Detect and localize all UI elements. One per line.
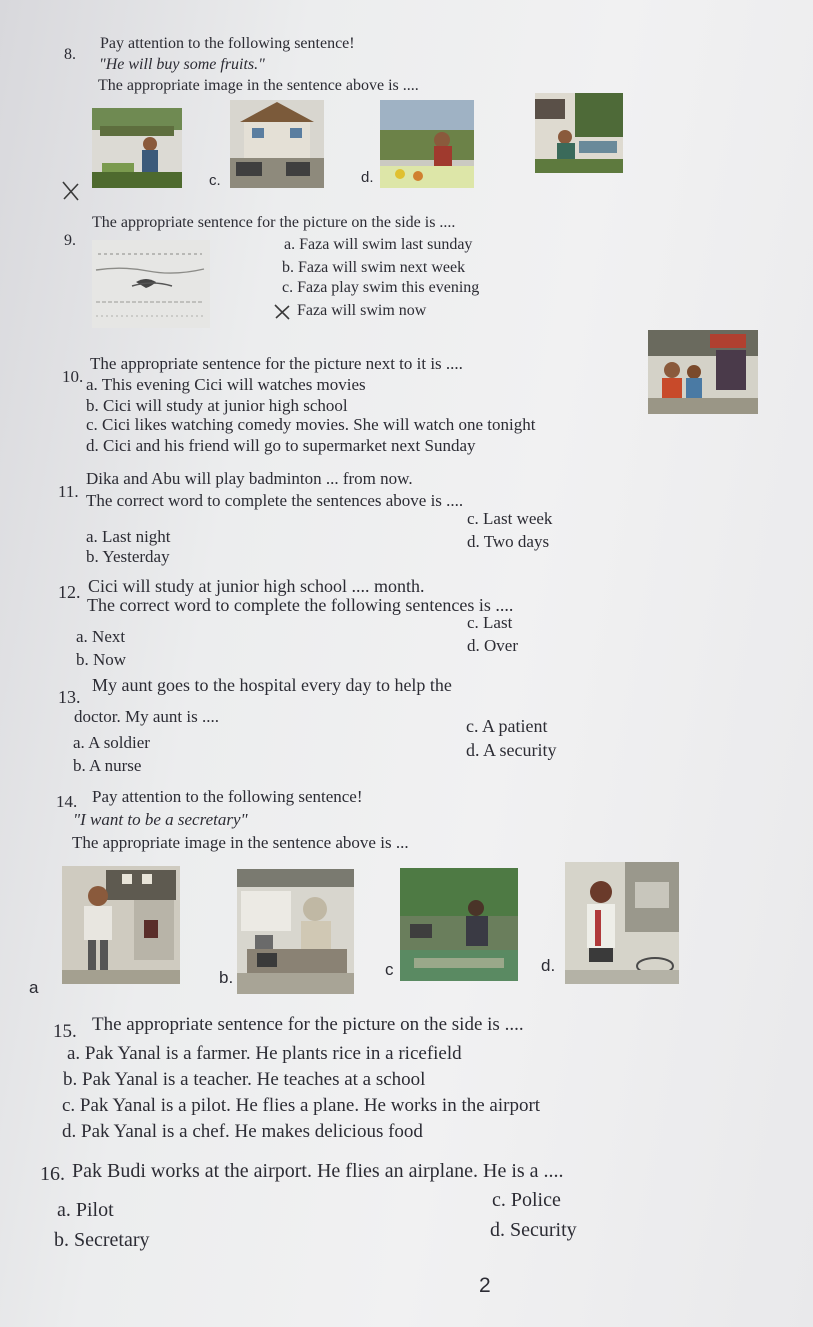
- q16-option-d: d. Security: [490, 1219, 577, 1241]
- q10-option-c: c. Cici likes watching comedy movies. She will watch one tonight: [86, 415, 536, 434]
- q11-option-a: a. Last night: [86, 527, 171, 546]
- handwritten-x-mark: [60, 180, 82, 202]
- q16-line1: Pak Budi works at the airport. He flies an airplane. He is a ....: [72, 1160, 564, 1182]
- q11-line1: Dika and Abu will play badminton ... from now.: [86, 469, 413, 488]
- q14-label-b: b.: [219, 968, 234, 987]
- q13-option-d: d. A security: [466, 740, 557, 760]
- q14-sentence: "I want to be a secretary": [73, 810, 248, 829]
- q13-line1: My aunt goes to the hospital every day to help the: [92, 675, 452, 695]
- q11-option-d: d. Two days: [467, 532, 550, 551]
- q9-option-c: c. Faza play swim this evening: [282, 279, 480, 296]
- q15-number: 15.: [53, 1021, 77, 1042]
- q15-question: The appropriate sentence for the picture on the side is ....: [92, 1014, 524, 1035]
- q16-number: 16.: [40, 1163, 65, 1185]
- q13-line2: doctor. My aunt is ....: [74, 707, 219, 726]
- q9-option-a: a. Faza will swim last sunday: [284, 236, 473, 253]
- q16-option-a: a. Pilot: [57, 1199, 114, 1221]
- q8-image-d: [535, 93, 623, 173]
- q15-option-c: c. Pak Yanal is a pilot. He flies a plane. He works in the airport: [62, 1095, 541, 1116]
- q12-line2: The correct word to complete the following sentences is ....: [87, 595, 514, 615]
- q10-option-a: a. This evening Cici will watches movies: [86, 375, 366, 394]
- q12-line1: Cici will study at junior high school .... month.: [88, 576, 425, 596]
- q8-image-b: [230, 100, 324, 188]
- q9-question: The appropriate sentence for the picture on the side is ....: [92, 214, 456, 231]
- q8-sentence: "He will buy some fruits.": [99, 56, 265, 73]
- q16-option-c: c. Police: [492, 1189, 561, 1211]
- q8-image-a: [92, 108, 182, 188]
- q8-image-c: [380, 100, 474, 188]
- q12-option-a: a. Next: [76, 627, 126, 646]
- q15-option-b: b. Pak Yanal is a teacher. He teaches at a school: [63, 1069, 426, 1090]
- q9-option-d: Faza will swim now: [297, 302, 427, 319]
- q10-image-cinema: [648, 330, 758, 414]
- q8-question: The appropriate image in the sentence above is ....: [98, 77, 419, 94]
- q8-instruction: Pay attention to the following sentence!: [100, 35, 355, 52]
- q9-image-swimming: [92, 240, 210, 328]
- q14-number: 14.: [56, 792, 78, 811]
- q8-number: 8.: [64, 46, 76, 63]
- q12-option-d: d. Over: [467, 636, 518, 655]
- q13-number: 13.: [58, 687, 81, 707]
- q11-option-b: b. Yesterday: [86, 547, 170, 566]
- q14-image-d: [565, 862, 679, 984]
- q14-label-c: c: [385, 960, 394, 979]
- q9-option-b: b. Faza will swim next week: [282, 259, 466, 276]
- q10-option-b: b. Cici will study at junior high school: [86, 396, 348, 415]
- q15-option-d: d. Pak Yanal is a chef. He makes delicious food: [62, 1121, 423, 1142]
- q14-label-d: d.: [541, 956, 556, 975]
- q10-option-d: d. Cici and his friend will go to supermarket next Sunday: [86, 436, 476, 455]
- q11-line2: The correct word to complete the sentences above is ....: [86, 491, 464, 510]
- q12-number: 12.: [58, 582, 81, 602]
- page-number: 2: [479, 1274, 491, 1297]
- q8-label-c: d.: [361, 169, 374, 186]
- q14-line1: Pay attention to the following sentence!: [92, 787, 363, 806]
- q11-number: 11.: [58, 482, 79, 501]
- q12-option-c: c. Last: [467, 613, 513, 632]
- q14-label-a: a: [29, 978, 39, 997]
- q14-image-a: [62, 866, 180, 984]
- q12-option-b: b. Now: [76, 650, 127, 669]
- q10-number: 10.: [62, 367, 84, 386]
- q10-question: The appropriate sentence for the picture next to it is ....: [90, 354, 463, 373]
- q9-number: 9.: [64, 232, 76, 249]
- q13-option-c: c. A patient: [466, 716, 548, 736]
- q16-option-b: b. Secretary: [54, 1229, 150, 1251]
- handwritten-x-mark: [273, 303, 293, 321]
- q13-option-a: a. A soldier: [73, 733, 150, 752]
- q14-image-c: [400, 868, 518, 981]
- q15-option-a: a. Pak Yanal is a farmer. He plants rice in a ricefield: [67, 1043, 462, 1064]
- q11-option-c: c. Last week: [467, 509, 553, 528]
- q14-image-b: [237, 869, 354, 994]
- q13-option-b: b. A nurse: [73, 756, 142, 775]
- q8-label-b: c.: [209, 172, 221, 189]
- q14-line3: The appropriate image in the sentence above is ...: [72, 833, 409, 852]
